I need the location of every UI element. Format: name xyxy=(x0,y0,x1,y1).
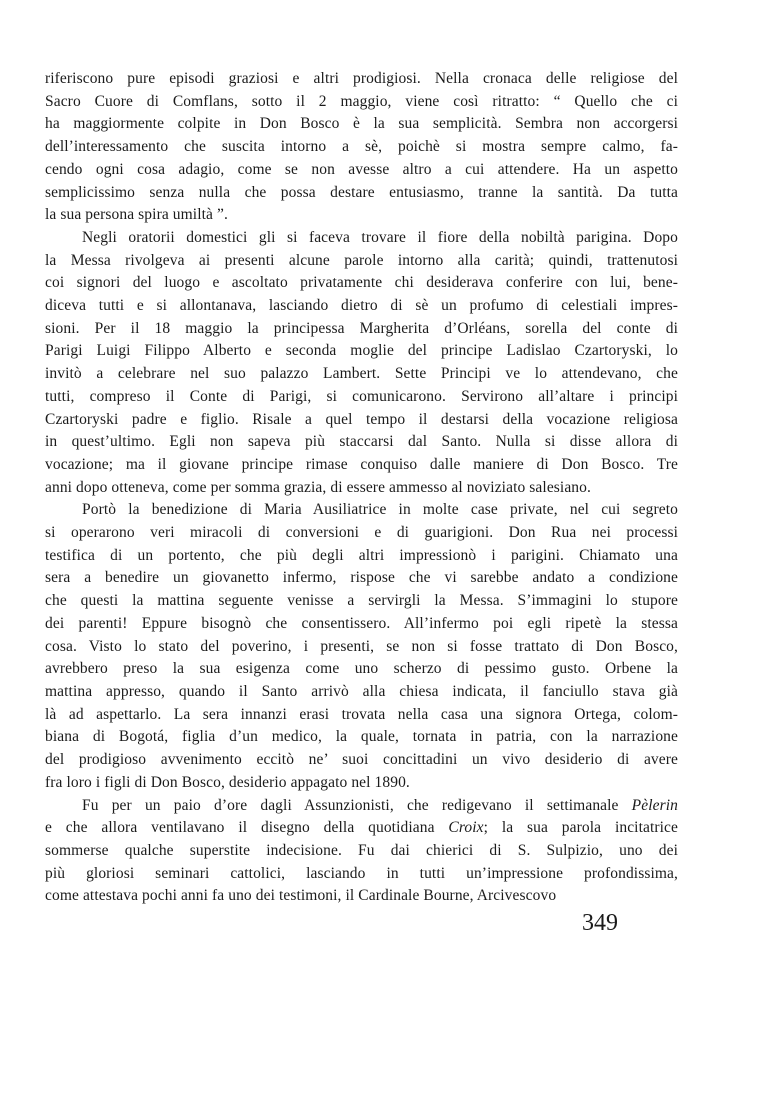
text-line: biana di Bogotá, figlia d’un medico, la quale, tornata in patria, con la narrazione xyxy=(45,728,678,746)
text-line: la sua persona spira umiltà ”. xyxy=(45,206,228,224)
text-line: del prodigioso avvenimento eccitò ne’ suoi concittadini un vivo desiderio di avere xyxy=(45,751,678,769)
text-line: invitò a celebrare nel suo palazzo Lambert. Sette Principi ve lo attendevano, che xyxy=(45,365,678,383)
text-line: Parigi Luigi Filippo Alberto e seconda moglie del principe Ladislao Czartoryski, lo xyxy=(45,342,678,360)
text-line: là ad aspettarlo. La sera innanzi erasi trovata nella casa una signora Ortega, colom- xyxy=(45,705,678,723)
text-line: vocazione; ma il giovane principe rimase conquiso dalle maniere di Don Bosco. Tre xyxy=(45,455,678,473)
text-line: come attestava pochi anni fa uno dei testimoni, il Cardinale Bourne, Arcivescovo xyxy=(45,887,557,905)
paragraph xyxy=(45,68,678,227)
text-line: Fu per un paio d’ore dagli Assunzionisti, che redigevano il settimanale Pèlerin xyxy=(82,796,678,814)
text-line: più gloriosi seminari cattolici, lasciando in tutti un’impressione profondissima, xyxy=(45,864,678,882)
text-line: diceva tutti e si allontanava, lasciando dietro di sè un profumo di celestiali impres- xyxy=(45,297,678,315)
text-block xyxy=(45,68,678,908)
text-line: mattina appresso, quando il Santo arrivò alla chiesa indicata, il fanciullo stava già xyxy=(45,682,678,700)
text-line: ha maggiormente colpite in Don Bosco è la sua semplicità. Sembra non accorgersi xyxy=(45,115,678,133)
text-line: si operarono veri miracoli di conversioni e di guarigioni. Don Rua nei processi xyxy=(45,524,678,542)
page-number: 349 xyxy=(582,910,618,936)
text-line: dell’interessamento che suscita intorno a sè, poichè si mostra sempre calmo, fa- xyxy=(45,138,678,156)
text-line: Sacro Cuore di Comflans, sotto il 2 maggio, viene così ritratto: “ Quello che ci xyxy=(45,92,678,110)
paragraph xyxy=(45,499,678,794)
text-line: avrebbero preso la sua esigenza come uno scherzo di pessimo gusto. Orbene la xyxy=(45,660,678,678)
text-line: la Messa rivolgeva ai presenti alcune parole intorno alla carità; quindi, trattenutosi xyxy=(45,251,678,269)
text-line: semplicissimo senza nulla che possa destare entusiasmo, tranne la santità. Da tutta xyxy=(45,183,678,201)
text-line: sioni. Per il 18 maggio la principessa Margherita d’Orléans, sorella del conte di xyxy=(45,319,678,337)
text-line: Czartoryski padre e figlio. Risale a quel tempo il destarsi della vocazione religiosa xyxy=(45,410,678,428)
text-line: e che allora ventilavano il disegno della quotidiana Croix; la sua parola incitatrice xyxy=(45,819,679,837)
paragraph xyxy=(45,227,678,499)
italic-text: Croix xyxy=(448,819,484,837)
text-line: riferiscono pure episodi graziosi e altri prodigiosi. Nella cronaca delle religiose del xyxy=(45,70,678,87)
italic-text: Pèlerin xyxy=(631,796,678,814)
paragraph xyxy=(45,795,678,909)
text-line: testifica di un portento, che più degli altri impressionò i parigini. Chiamato una xyxy=(45,546,678,564)
text-line: Portò la benedizione di Maria Ausiliatrice in molte case private, nel cui segreto xyxy=(82,501,678,519)
text-line: coi signori del luogo e ascoltato privatamente chi desiderava conferire con lui, bene- xyxy=(45,274,678,292)
text-line: che questi la mattina seguente venisse a servirgli la Messa. S’immagini lo stupore xyxy=(45,592,678,610)
text-line: Negli oratorii domestici gli si faceva trovare il fiore della nobiltà parigina. Dopo xyxy=(82,228,678,246)
text-line: sommerse qualche superstite indecisione. Fu dai chierici di S. Sulpizio, uno dei xyxy=(45,841,678,859)
text-line: in quest’ultimo. Egli non sapeva più staccarsi dal Santo. Nulla si disse allora di xyxy=(45,433,678,451)
text-line: cosa. Visto lo stato del poverino, i presenti, se non si fosse trattato di Don Bosco, xyxy=(45,637,678,655)
text-line: cendo ogni cosa adagio, come se non avesse altro a cui attendere. Ha un aspetto xyxy=(45,160,678,178)
text-line: dei parenti! Eppure bisognò che consentissero. All’infermo poi egli ripetè la stessa xyxy=(45,614,678,632)
text-line: anni dopo otteneva, come per somma grazia, di essere ammesso al noviziato salesiano. xyxy=(45,478,591,496)
text-line: fra loro i figli di Don Bosco, desiderio appagato nel 1890. xyxy=(45,773,410,791)
text-line: sera a benedire un giovanetto infermo, rispose che vi sarebbe andato a condizione xyxy=(45,569,678,587)
text-line: tutti, compreso il Conte di Parigi, si comunicarono. Servirono all’altare i principi xyxy=(45,387,678,405)
